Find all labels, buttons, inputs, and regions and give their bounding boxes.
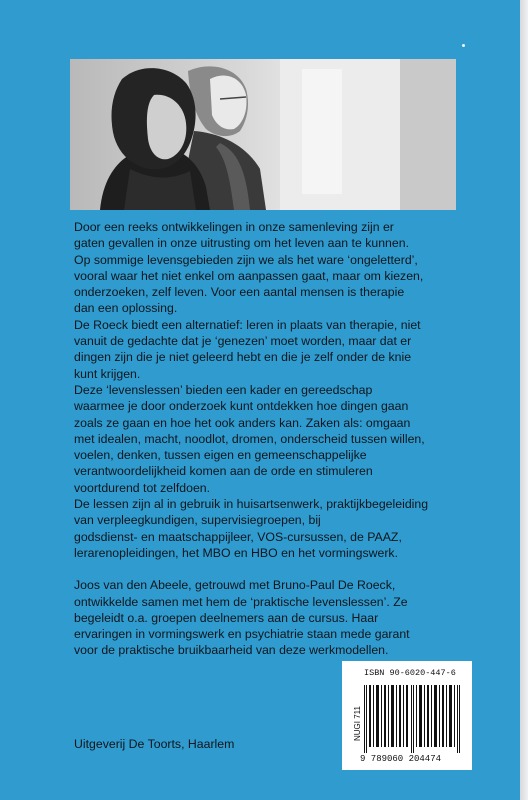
ean-digits: 9 789060 204474 [360, 754, 442, 764]
author-bio: Joos van den Abeele, getrouwd met Bruno-Paul De Roeck, ontwikkelde samen met hem de ‘praktische levenslessen’. Ze begeleidt o.a. groepen deelnemers aan de cursus. Haar ervaringen in vormingswerk en psychiatrie staan mede garant voor de praktische bruikbaarheid van deze werkmodellen. [74, 578, 410, 658]
isbn-label: ISBN 90-6020-447-6 [364, 668, 456, 678]
paragraph-usage: De lessen zijn al in gebruik in huisartsenwerk, praktijkbegeleiding van verpleegkundigen, supervisiegroepen, bij godsdienst- en maatschappijleer, VOS-cursussen, de PAAZ, lerarenopleidingen, het MBO en HBO en het vormingswerk. [74, 497, 429, 560]
page-edge [520, 0, 528, 800]
barcode-icon [362, 685, 466, 753]
paragraph-intro: Door een reeks ontwikkelingen in onze samenleving zijn er gaten gevallen in onze uitrusting om het leven aan te kunnen. Op sommige levensgebieden zijn we als het ware ‘ongeletterd’, vooral waar het niet enkel om aanpassen gaat, maar om kiezen, onderzoeken, zelf leven. Voor een aantal mensen is therapie dan een oplossing. [74, 220, 424, 316]
photo-icon [70, 59, 456, 210]
description-text [74, 219, 478, 659]
paragraph-lessons: Deze ‘levenslessen’ bieden een kader en gereedschap waarmee je door onderzoek kunt ontdekken hoe dingen gaan zoals ze gaan en hoe het ook anders kan. Zaken als: omgaan met idealen, macht, noodlot, dromen, onderscheid tussen willen, voelen, denken, tussen eigen en gemeenschappelijke verantwoordelijkheid komen aan de orde en stimuleren voortdurend tot zelfdoen. [74, 382, 425, 495]
nugi-label: NUGI 711 [352, 706, 362, 741]
cover-speck [462, 44, 465, 47]
paragraph-alternative: De Roeck biedt een alternatief: leren in plaats van therapie, niet vanuit de gedachte dat je ‘genezen’ moet worden, maar dat er dingen zijn die je niet geleerd hebt en die je zelf onder de knie kunt krijgen. [74, 317, 421, 381]
author-photo [70, 59, 456, 210]
publisher-name: Uitgeverij De Toorts, Haarlem [74, 737, 235, 751]
barcode-box [342, 661, 472, 770]
